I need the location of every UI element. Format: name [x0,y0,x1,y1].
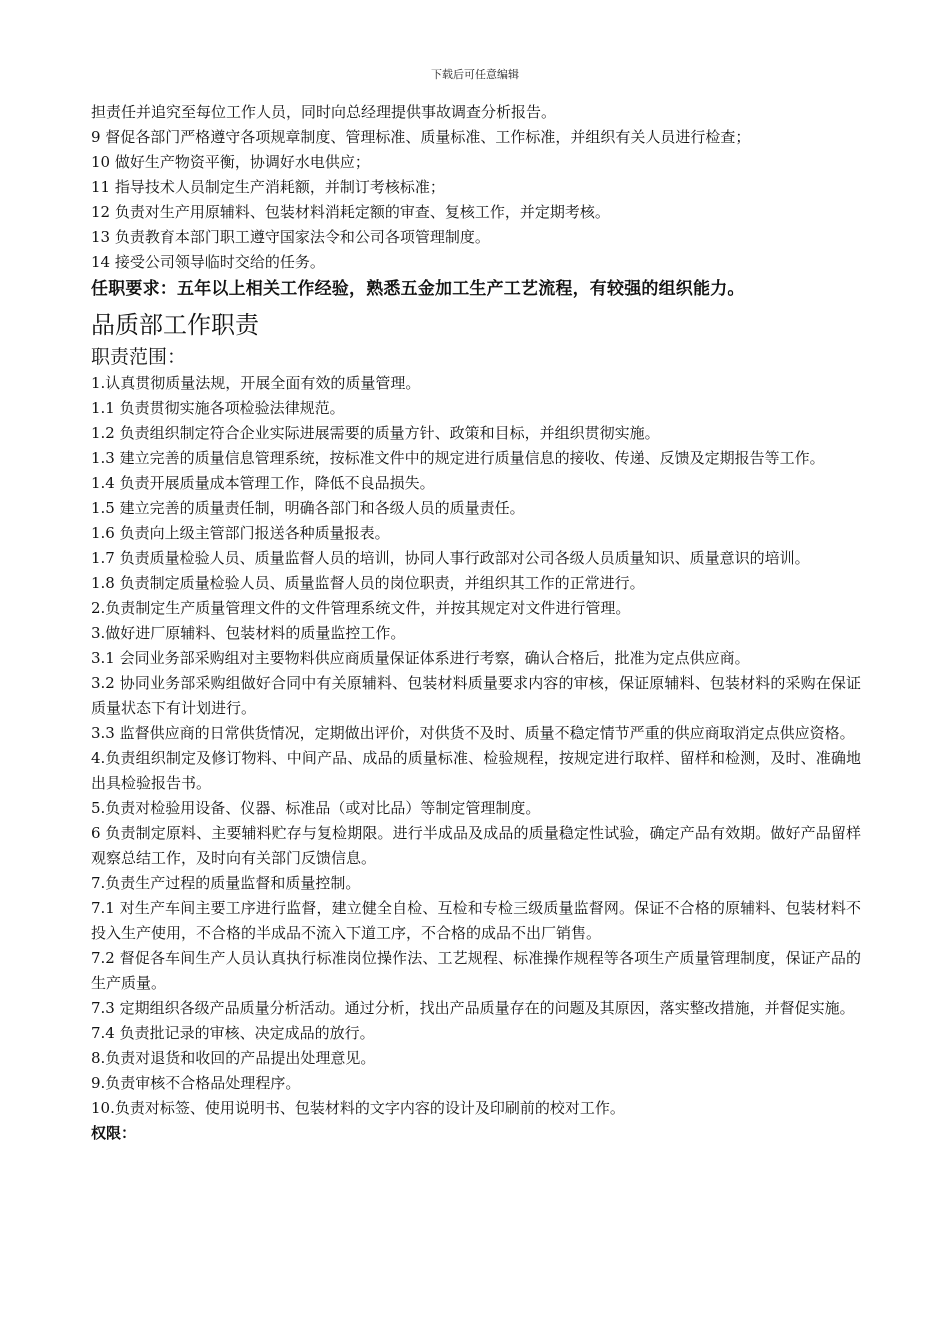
list-item: 7.3 定期组织各级产品质量分析活动。通过分析，找出产品质量存在的问题及其原因，落实整改措施，并督促实施。 [91,999,855,1017]
list-item: 14 接受公司领导临时交给的任务。 [91,253,325,271]
document-body [91,100,861,1146]
job-requirement: 任职要求：五年以上相关工作经验，熟悉五金加工生产工艺流程，有较强的组织能力。 [91,279,745,299]
list-item: 9.负责审核不合格品处理程序。 [91,1074,301,1092]
page-header: 下载后可任意编辑 [431,68,519,81]
list-item: 11 指导技术人员制定生产消耗额，并制订考核标准； [91,178,445,196]
list-item: 1.7 负责质量检验人员、质量监督人员的培训，协同人事行政部对公司各级人员质量知识、质量意识的培训。 [91,549,810,567]
authority-label: 权限： [91,1124,137,1142]
list-item: 1.6 负责向上级主管部门报送各种质量报表。 [91,524,390,542]
list-item: 5.负责对检验用设备、仪器、标准品（或对比品）等制定管理制度。 [91,799,541,817]
list-item: 3.3 监督供应商的日常供货情况，定期做出评价，对供货不及时、质量不稳定情节严重的供应商取消定点供应资格。 [91,724,855,742]
list-item: 1.2 负责组织制定符合企业实际进展需要的质量方针、政策和目标，并组织贯彻实施。 [91,424,660,442]
list-item: 7.2 督促各车间生产人员认真执行标准岗位操作法、工艺规程、标准操作规程等各项生产质量管理制度，保证产品的生产质量。 [91,949,861,992]
list-item: 2.负责制定生产质量管理文件的文件管理系统文件，并按其规定对文件进行管理。 [91,599,631,617]
list-item: 8.负责对退货和收回的产品提出处理意见。 [91,1049,376,1067]
list-item: 1.5 建立完善的质量责任制，明确各部门和各级人员的质量责任。 [91,499,525,517]
list-item: 1.4 负责开展质量成本管理工作，降低不良品损失。 [91,474,435,492]
list-item: 3.做好进厂原辅料、包装材料的质量监控工作。 [91,624,406,642]
list-item: 12 负责对生产用原辅料、包装材料消耗定额的审查、复核工作，并定期考核。 [91,203,610,221]
list-item: 10.负责对标签、使用说明书、包装材料的文字内容的设计及印刷前的校对工作。 [91,1099,625,1117]
list-item: 7.1 对生产车间主要工序进行监督，建立健全自检、互检和专检三级质量监督网。保证不合格的原辅料、包装材料不投入生产使用，不合格的半成品不流入下道工序，不合格的成品不出厂销售。 [91,899,861,942]
list-item: 担责任并追究至每位工作人员，同时向总经理提供事故调查分析报告。 [91,103,557,121]
list-item: 7.负责生产过程的质量监督和质量控制。 [91,874,361,892]
list-item: 6 负责制定原料、主要辅料贮存与复检期限。进行半成品及成品的质量稳定性试验，确定产品有效期。做好产品留样观察总结工作，及时向有关部门反馈信息。 [91,824,861,867]
list-item: 3.1 会同业务部采购组对主要物料供应商质量保证体系进行考察，确认合格后，批准为定点供应商。 [91,649,750,667]
list-item: 9 督促各部门严格遵守各项规章制度、管理标准、质量标准、工作标准，并组织有关人员进行检查； [91,128,751,146]
section-title: 品质部工作职责 [91,311,259,339]
list-item: 4.负责组织制定及修订物料、中间产品、成品的质量标准、检验规程，按规定进行取样、留样和检测，及时、准确地出具检验报告书。 [91,749,861,792]
list-item: 10 做好生产物资平衡，协调好水电供应； [91,153,370,171]
list-item: 1.3 建立完善的质量信息管理系统，按标准文件中的规定进行质量信息的接收、传递、反馈及定期报告等工作。 [91,449,825,467]
list-item: 3.2 协同业务部采购组做好合同中有关原辅料、包装材料质量要求内容的审核，保证原辅料、包装材料的采购在保证质量状态下有计划进行。 [91,674,861,717]
list-item: 1.认真贯彻质量法规，开展全面有效的质量管理。 [91,374,421,392]
list-item: 13 负责教育本部门职工遵守国家法令和公司各项管理制度。 [91,228,490,246]
list-item: 7.4 负责批记录的审核、决定成品的放行。 [91,1024,375,1042]
list-item: 1.8 负责制定质量检验人员、质量监督人员的岗位职责，并组织其工作的正常进行。 [91,574,645,592]
list-item: 1.1 负责贯彻实施各项检验法律规范。 [91,399,345,417]
subsection-title: 职责范围： [91,346,187,368]
